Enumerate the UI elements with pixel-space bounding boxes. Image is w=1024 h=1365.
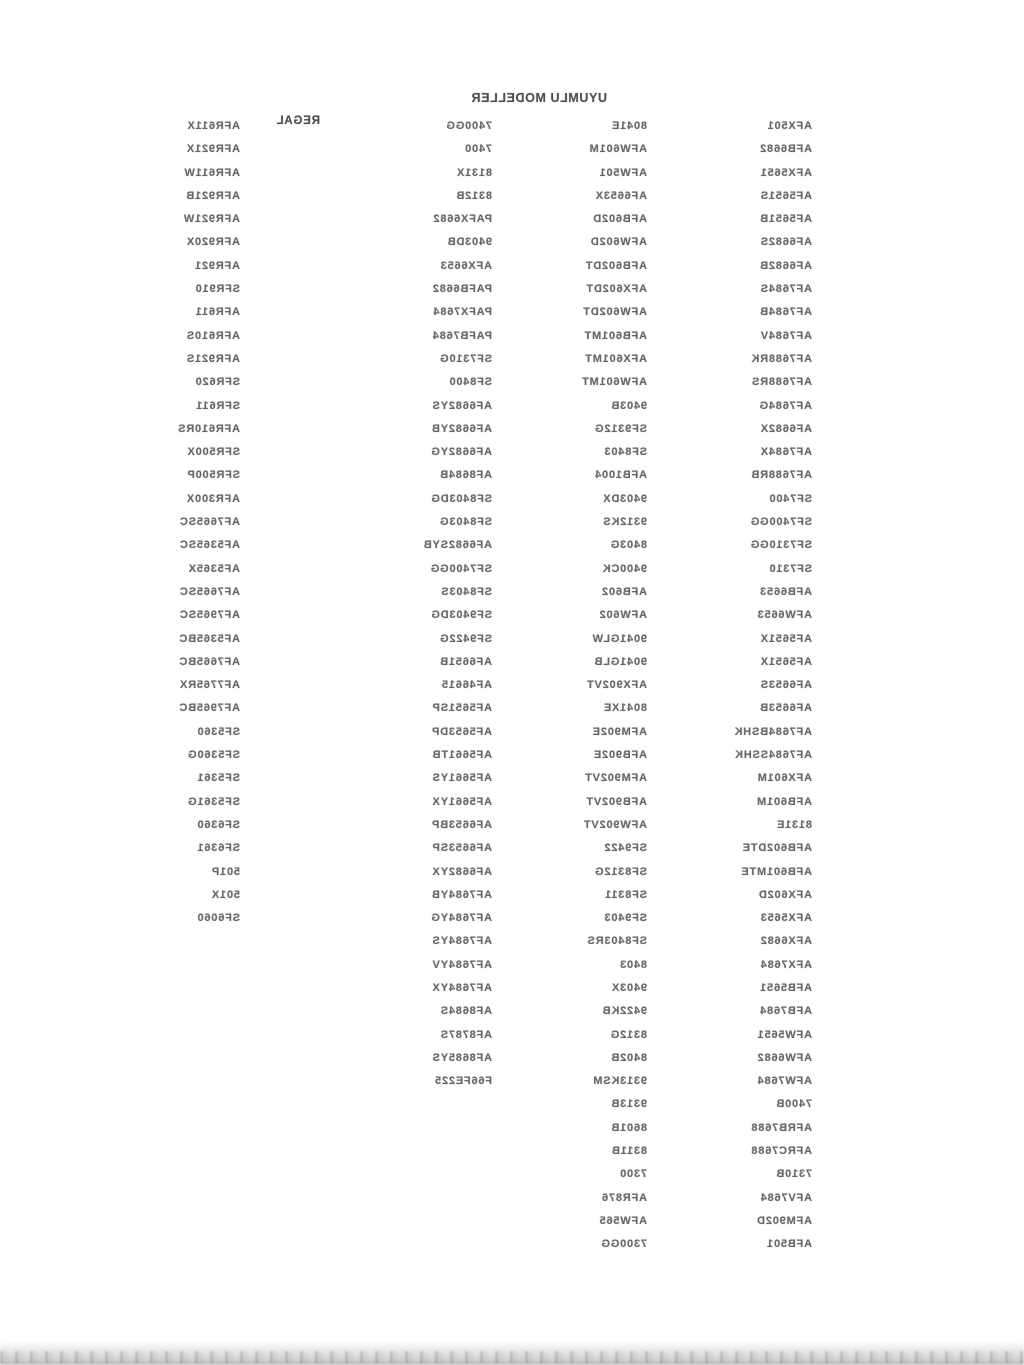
model-row: AFW902VT (583, 818, 647, 831)
model-row: AFW602D (590, 236, 647, 249)
model-row: AF7684X (759, 446, 812, 459)
model-row: AFR921 (194, 259, 240, 272)
model-row: AFR920X (186, 236, 240, 249)
model-row: AF5661TB (431, 749, 492, 762)
model-row: AF6682YG (430, 446, 492, 459)
model-row: PAFX7684 (432, 306, 492, 319)
model-row: AFX602DT (585, 283, 647, 296)
model-row: 8403 (619, 958, 647, 971)
model-row: SF9422G (439, 632, 492, 645)
model-row: AF6651B (439, 655, 492, 668)
model-row: SF8400 (448, 376, 492, 389)
model-row: AFX602D (758, 888, 812, 901)
model-row: AF6682S (759, 236, 812, 249)
model-row: SF9312G (594, 422, 647, 435)
model-row: AFW6653 (756, 609, 812, 622)
model-row: AFR610S (186, 329, 240, 342)
model-row: SF9422 (603, 842, 647, 855)
model-row: AFR921W (183, 213, 240, 226)
model-row: 7310B (775, 1168, 812, 1181)
model-row: AFW565 (598, 1214, 647, 1227)
model-row: AFX601MT (584, 352, 647, 365)
model-row: AF7684YS (431, 935, 492, 948)
model-row: AFB601M (756, 795, 812, 808)
model-row: 8312B (455, 189, 492, 202)
model-row: SF8403S (440, 585, 492, 598)
model-row: AF5651X (759, 632, 812, 645)
model-row: AF5365SC (179, 539, 240, 552)
model-row: AFB602DTE (741, 842, 812, 855)
model-column-2 (581, 115, 647, 1257)
model-row: SF5360 (196, 725, 240, 738)
model-row: AFR876 (601, 1191, 647, 1204)
model-row: SF8311 (604, 888, 647, 901)
model-row: AFB501 (766, 1238, 812, 1251)
model-row: PAFB6682 (432, 283, 492, 296)
model-row: AF7665BC (178, 655, 240, 668)
model-row: 7300GG (600, 1238, 647, 1251)
model-row: AF6682YX (431, 865, 492, 878)
model-row: AF7965SC (179, 609, 240, 622)
model-row: AFW601MT (581, 376, 647, 389)
model-row: 8403G (609, 539, 647, 552)
model-row: 9400CK (601, 562, 647, 575)
model-row: AFR610RS (177, 422, 240, 435)
model-row: AFX5651 (759, 166, 812, 179)
model-row: AFW7684 (756, 1075, 812, 1088)
model-row: SF8403G (439, 516, 492, 529)
model-row: AF7684YX (431, 981, 492, 994)
model-row: 8041XE (603, 702, 647, 715)
model-row: 7400GG (445, 120, 492, 132)
model-row: AFW501 (598, 166, 647, 179)
model-row: SF8403 (603, 446, 647, 459)
model-row: SF7400GG (749, 516, 812, 529)
model-row: AF5661YS (431, 772, 492, 785)
model-row: 9403DX (602, 492, 647, 505)
model-row: AF7765RX (179, 679, 240, 692)
model-row: AF7665SC (179, 516, 240, 529)
model-row: AF5653DP (431, 725, 492, 738)
model-row: AF6682SYB (423, 539, 492, 552)
model-row: AF7684B (759, 306, 812, 319)
model-row: AFR921X (186, 143, 240, 156)
model-column-4 (177, 115, 240, 930)
model-row: SFR500P (186, 469, 240, 482)
model-row: 9312KS (602, 516, 647, 529)
model-row: AF7688RB (750, 469, 812, 482)
model-row: AFW602 (598, 609, 647, 622)
model-row: AFM902E (591, 725, 647, 738)
model-row: AFRB7688 (750, 1121, 812, 1134)
model-row: 8311B (611, 1145, 647, 1158)
model-row: AFR921S (186, 352, 240, 365)
model-row: AF6653BP (431, 818, 492, 831)
model-row: 9403B (610, 399, 647, 412)
model-row: AFW601M (588, 143, 647, 156)
model-row: PAFX6682 (432, 213, 492, 226)
model-row: AFV7684 (759, 1191, 812, 1204)
model-row: SF9403 (603, 912, 647, 925)
model-row: AFR921B (185, 189, 240, 202)
model-row: SF6361 (196, 842, 240, 855)
model-row: AF7965BC (178, 702, 240, 715)
model-row: AF5651B (759, 213, 812, 226)
model-row: AFX5653 (759, 912, 812, 925)
model-row: SF7310GG (749, 539, 812, 552)
model-row: AF6653X (594, 189, 647, 202)
model-row: SF8403DG (430, 492, 492, 505)
model-row: SF7310G (439, 352, 492, 365)
model-column-3 (423, 115, 492, 1093)
model-row: AFB6653 (759, 585, 812, 598)
model-row: AF6682B (759, 259, 812, 272)
model-row: SF8403RS (586, 935, 647, 948)
model-row: AFR611 (194, 306, 240, 319)
model-row: AFB602D (592, 213, 647, 226)
scanner-edge-shadow (0, 1341, 1024, 1365)
model-row: AFX6653 (439, 259, 492, 272)
model-row: AF7688RK (750, 352, 812, 365)
model-row: AF6653S (759, 679, 812, 692)
model-row: SF5361G (187, 795, 240, 808)
model-row: AF5651SP (431, 702, 492, 715)
model-row: PAFB7684 (432, 329, 492, 342)
model-row: AF6682YB (431, 422, 492, 435)
model-row: SFR500X (186, 446, 240, 459)
model-row: AF7665SC (179, 585, 240, 598)
model-row: AFB601MT (583, 329, 647, 342)
model-row: 7400B (775, 1098, 812, 1111)
model-row: AF5365X (187, 562, 240, 575)
model-row: AFW6682 (756, 1051, 812, 1064)
model-row: 9041GLB (593, 655, 647, 668)
model-row: 9041GLW (591, 632, 647, 645)
model-row: 8131X (456, 166, 492, 179)
model-row: AFX902VT (586, 679, 647, 692)
model-row: AFW602DT (582, 306, 647, 319)
model-row: AFM902D (756, 1214, 812, 1227)
model-row: AF8684B (439, 469, 492, 482)
model-row: AF8684S (439, 1005, 492, 1018)
model-row: AFB1004 (594, 469, 647, 482)
model-row: AF7684YG (430, 912, 492, 925)
model-row: AF7688RS (751, 376, 812, 389)
model-row: AF6653SP (431, 842, 492, 855)
model-row: SFR910 (194, 283, 240, 296)
model-row: SF5360G (187, 749, 240, 762)
model-row: AF7684G (758, 399, 812, 412)
model-row: F66FE225 (434, 1075, 492, 1088)
model-row: 8601B (610, 1121, 647, 1134)
model-row: SF5361 (196, 772, 240, 785)
model-row: AF7684BSHK (733, 725, 812, 738)
model-row: AF5365BC (178, 632, 240, 645)
model-row: 9422KB (601, 1005, 647, 1018)
model-row: AFX6682 (759, 935, 812, 948)
model-row: AFB6682 (759, 143, 812, 156)
model-row: AF7684YV (431, 958, 492, 971)
model-row: 9313KSM (592, 1075, 647, 1088)
model-row: AFR611X (186, 120, 240, 132)
model-row: AF7684YB (431, 888, 492, 901)
model-row: AFR300X (186, 492, 240, 505)
model-row: 8312G (609, 1028, 647, 1041)
model-row: 9403DB (446, 236, 492, 249)
model-row: AFB602 (601, 585, 647, 598)
model-row: AF46615 (441, 679, 492, 692)
model-row: AFRC7688 (750, 1145, 812, 1158)
model-row: AFB601MTE (740, 865, 812, 878)
model-row: AF7684S (759, 283, 812, 296)
model-row: AFB902E (593, 749, 647, 762)
model-row: AFB7684 (759, 1005, 812, 1018)
model-row: AF8685YS (431, 1051, 492, 1064)
model-row: AF5651S (759, 189, 812, 202)
page-title: UYUMLU MODELLER (470, 91, 607, 105)
model-row: AF6682X (759, 422, 812, 435)
model-row: AFR611W (183, 166, 240, 179)
model-row: AFW5651 (756, 1028, 812, 1041)
model-row: SFR611 (195, 399, 240, 412)
model-row: AFX501 (766, 120, 812, 132)
model-row: SF8312G (594, 865, 647, 878)
model-row: SFR620 (194, 376, 240, 389)
model-column-1 (734, 115, 812, 1257)
model-row: 7300 (619, 1168, 647, 1181)
model-row: AF7684V (759, 329, 812, 342)
brand-label: REGAL (275, 115, 320, 127)
model-row: AFX601M (756, 772, 812, 785)
model-row: AF5661YX (431, 795, 492, 808)
model-row: AF5651X (759, 655, 812, 668)
model-row: 9403X (611, 981, 647, 994)
model-row: 8041E (611, 120, 647, 132)
model-row: 7400 (464, 143, 492, 156)
model-row: 501P (211, 865, 240, 878)
model-row: SF6360 (196, 818, 240, 831)
model-row: AFX7684 (759, 958, 812, 971)
model-row: 8131E (776, 818, 812, 831)
model-row: 9313B (610, 1098, 647, 1111)
model-row: AFM902VT (584, 772, 647, 785)
model-row: 501X (211, 888, 240, 901)
model-row: AFB602DT (584, 259, 647, 272)
model-row: 8402B (610, 1051, 647, 1064)
model-row: SF7400 (768, 492, 812, 505)
model-row: AF7684SSHK (734, 749, 812, 762)
model-row: AF8787S (439, 1028, 492, 1041)
model-row: AF6653B (759, 702, 812, 715)
model-row: AFB902VT (585, 795, 647, 808)
model-row: SF7400GG (429, 562, 492, 575)
model-row: SF6060 (196, 912, 240, 925)
model-row: SF9403DG (430, 609, 492, 622)
model-row: AFB5651 (759, 981, 812, 994)
model-row: AF6682YS (431, 399, 492, 412)
model-row: SF7310 (768, 562, 812, 575)
